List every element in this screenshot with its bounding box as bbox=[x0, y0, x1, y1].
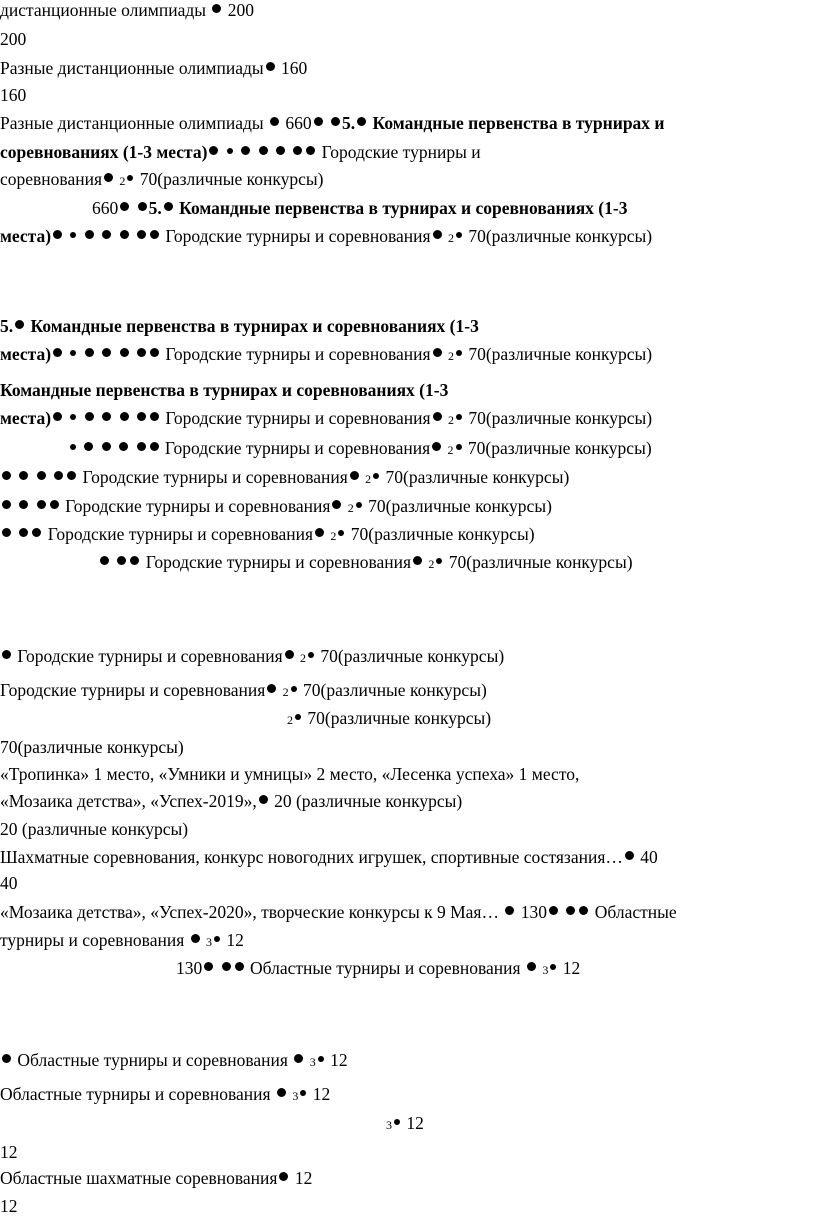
text-span: 12 bbox=[294, 1168, 313, 1188]
bullet-icon bbox=[138, 202, 147, 211]
bullet-icon bbox=[70, 414, 76, 420]
bullet-icon bbox=[137, 442, 146, 451]
text-span: 2 bbox=[282, 685, 289, 699]
bullet-icon bbox=[120, 412, 129, 421]
text-span: Областные шахматные соревнования bbox=[0, 1168, 278, 1188]
text-span: 70(различные конкурсы) bbox=[303, 680, 487, 700]
text-span: 160 bbox=[281, 58, 308, 78]
text-span: Городские турниры и соревнования bbox=[164, 438, 431, 458]
bullet-icon bbox=[433, 348, 442, 357]
bullet-icon bbox=[294, 1054, 303, 1063]
text-span: 12 bbox=[562, 958, 581, 978]
text-span: 130 bbox=[176, 958, 203, 978]
bullet-icon bbox=[117, 556, 126, 565]
bullet-icon bbox=[2, 500, 11, 509]
text-span: 40 bbox=[0, 873, 18, 893]
bullet-icon bbox=[549, 906, 558, 915]
text-line bbox=[68, 438, 652, 459]
text-line bbox=[0, 169, 324, 190]
text-span: 12 bbox=[312, 1084, 331, 1104]
bullet-icon bbox=[270, 117, 279, 126]
bullet-icon bbox=[100, 556, 109, 565]
text-span: 660 bbox=[92, 198, 119, 218]
text-line bbox=[287, 708, 491, 729]
bullet-icon bbox=[2, 528, 11, 537]
text-line bbox=[0, 737, 184, 758]
text-line bbox=[0, 791, 462, 812]
bullet-icon bbox=[373, 473, 379, 479]
bullet-icon bbox=[433, 230, 442, 239]
bullet-icon bbox=[85, 412, 94, 421]
text-span: Шахматные соревнования, конкурс новогодних игрушек, спортивные состязания… bbox=[0, 847, 623, 867]
bullet-icon bbox=[527, 962, 536, 971]
text-span: 2 bbox=[447, 231, 454, 245]
text-span: 20 (различные конкурсы) bbox=[0, 819, 189, 839]
text-span: 12 bbox=[330, 1050, 348, 1070]
bullet-icon bbox=[102, 442, 111, 451]
text-line bbox=[0, 467, 569, 488]
bullet-icon bbox=[120, 202, 129, 211]
bullet-icon bbox=[53, 348, 62, 357]
text-span: 2 bbox=[447, 413, 454, 427]
bullet-icon bbox=[436, 558, 442, 564]
text-span: 2 bbox=[447, 443, 454, 457]
bullet-icon bbox=[277, 1088, 286, 1097]
text-span: 70(различные конкурсы) bbox=[468, 344, 653, 364]
text-line bbox=[0, 902, 677, 923]
text-span: «Мозаика детства», «Успех-2019», bbox=[0, 791, 257, 811]
text-span: «Тропинка» 1 место, «Умники и умницы» 2 место, «Лесенка успеха» 1 место, bbox=[0, 764, 580, 784]
text-line bbox=[0, 764, 579, 785]
text-line bbox=[386, 1113, 424, 1134]
bullet-icon bbox=[37, 500, 46, 509]
bullet-icon bbox=[456, 232, 462, 238]
text-line bbox=[0, 226, 652, 247]
bullet-icon bbox=[266, 62, 275, 71]
bullet-icon bbox=[119, 442, 128, 451]
bullet-icon bbox=[54, 471, 63, 480]
text-line bbox=[0, 113, 665, 134]
text-span: Городские турниры и соревнования bbox=[82, 467, 348, 487]
text-span: места) bbox=[0, 344, 52, 364]
bullet-icon bbox=[259, 795, 268, 804]
text-span: 70(различные конкурсы) bbox=[448, 552, 633, 572]
text-span: 70(различные конкурсы) bbox=[385, 467, 570, 487]
bullet-icon bbox=[285, 650, 294, 659]
text-span: Городские турниры и соревнования bbox=[65, 496, 331, 516]
text-span: 70(различные конкурсы) bbox=[368, 496, 552, 516]
bullet-icon bbox=[2, 650, 11, 659]
bullet-icon bbox=[295, 714, 301, 720]
bullet-icon bbox=[293, 146, 302, 155]
text-span: Разные дистанционные олимпиады bbox=[0, 113, 264, 133]
bullet-icon bbox=[566, 906, 575, 915]
bullet-icon bbox=[212, 4, 221, 13]
text-line bbox=[0, 316, 479, 337]
bullet-icon bbox=[85, 348, 94, 357]
text-line bbox=[0, 142, 481, 163]
text-span: 70(различные конкурсы) bbox=[350, 524, 535, 544]
text-span: 160 bbox=[0, 85, 27, 105]
text-line bbox=[0, 1084, 330, 1105]
text-span: 20 (различные конкурсы) bbox=[274, 791, 463, 811]
text-line bbox=[0, 930, 244, 951]
bullet-icon bbox=[259, 146, 268, 155]
text-line bbox=[0, 408, 652, 429]
bullet-icon bbox=[456, 444, 462, 450]
bullet-icon bbox=[279, 1172, 288, 1181]
text-span: дистанционные олимпиады bbox=[0, 0, 206, 20]
text-span: Командные первенства в турнирах и соревнованиях (1-3 bbox=[30, 316, 479, 336]
text-span: Разные дистанционные олимпиады bbox=[0, 58, 264, 78]
text-span: 200 bbox=[0, 29, 27, 49]
text-span: Областные турниры и соревнования bbox=[17, 1050, 288, 1070]
text-span: 2 bbox=[119, 174, 126, 188]
text-span: 5. bbox=[148, 198, 162, 218]
text-line bbox=[0, 847, 658, 868]
text-span: 12 bbox=[0, 1196, 18, 1216]
text-span: 12 bbox=[226, 930, 244, 950]
text-span: Командные первенства в турнирах и соревнованиях (1-3 bbox=[0, 380, 449, 400]
bullet-icon bbox=[456, 414, 462, 420]
text-span: Городские турниры и соревнования bbox=[17, 646, 283, 666]
text-span: 130 bbox=[520, 902, 547, 922]
text-span: 40 bbox=[640, 847, 658, 867]
text-line bbox=[0, 344, 652, 365]
bullet-icon bbox=[350, 471, 359, 480]
bullet-icon bbox=[53, 230, 62, 239]
text-span: 70(различные конкурсы) bbox=[0, 737, 184, 757]
text-span: 5. bbox=[0, 316, 14, 336]
text-span: 2 bbox=[300, 651, 307, 665]
text-line bbox=[0, 58, 307, 79]
bullet-icon bbox=[120, 348, 129, 357]
bullet-icon bbox=[130, 556, 139, 565]
bullet-icon bbox=[15, 320, 24, 329]
text-span: Городские турниры и соревнования bbox=[165, 408, 431, 428]
text-span: 5. bbox=[342, 113, 356, 133]
bullet-icon bbox=[102, 412, 111, 421]
bullet-icon bbox=[137, 230, 146, 239]
text-span: 3 bbox=[542, 963, 549, 977]
bullet-icon bbox=[315, 528, 324, 537]
text-span: Городские турниры и соревнования bbox=[165, 344, 431, 364]
bullet-icon bbox=[150, 230, 159, 239]
text-span: 3 bbox=[386, 1118, 392, 1132]
text-span: турниры и соревнования bbox=[0, 930, 185, 950]
text-span: Областные турниры и соревнования bbox=[250, 958, 521, 978]
text-span: Городские турниры и соревнования bbox=[165, 226, 431, 246]
bullet-icon bbox=[550, 964, 556, 970]
text-span: Командные первенства в турнирах и bbox=[372, 113, 665, 133]
bullet-icon bbox=[70, 444, 76, 450]
text-span: места) bbox=[0, 226, 52, 246]
bullet-icon bbox=[150, 442, 159, 451]
bullet-icon bbox=[505, 906, 514, 915]
text-span: Городские турниры и соревнования bbox=[145, 552, 412, 572]
bullet-icon bbox=[432, 442, 441, 451]
bullet-icon bbox=[70, 350, 76, 356]
text-span: «Мозаика детства», «Успех-2020», творческие конкурсы к 9 Мая… bbox=[0, 902, 499, 922]
bullet-icon bbox=[394, 1119, 400, 1125]
text-line bbox=[0, 1168, 312, 1189]
bullet-icon bbox=[456, 350, 462, 356]
bullet-icon bbox=[331, 117, 340, 126]
text-span: 70(различные конкурсы) bbox=[468, 408, 653, 428]
bullet-icon bbox=[67, 471, 76, 480]
text-span: Городские турниры и соревнования bbox=[0, 680, 266, 700]
bullet-icon bbox=[2, 1054, 11, 1063]
text-line bbox=[176, 958, 580, 979]
bullet-icon bbox=[235, 962, 244, 971]
bullet-icon bbox=[413, 556, 422, 565]
bullet-icon bbox=[85, 230, 94, 239]
bullet-icon bbox=[318, 1056, 324, 1062]
text-span: соревнованиях (1-3 места) bbox=[0, 142, 208, 162]
text-line bbox=[0, 85, 26, 106]
bullet-icon bbox=[579, 906, 588, 915]
bullet-icon bbox=[291, 686, 297, 692]
text-span: 2 bbox=[365, 472, 372, 486]
bullet-icon bbox=[70, 232, 76, 238]
text-line bbox=[0, 29, 26, 50]
text-span: 2 bbox=[447, 349, 454, 363]
bullet-icon bbox=[625, 851, 634, 860]
text-span: 70(различные конкурсы) bbox=[467, 438, 652, 458]
text-line bbox=[0, 873, 18, 894]
bullet-icon bbox=[209, 146, 218, 155]
bullet-icon bbox=[137, 348, 146, 357]
bullet-icon bbox=[204, 962, 213, 971]
bullet-icon bbox=[332, 500, 341, 509]
text-span: Командные первенства в турнирах и соревнованиях (1-3 bbox=[179, 198, 628, 218]
bullet-icon bbox=[150, 348, 159, 357]
bullet-icon bbox=[150, 412, 159, 421]
text-line bbox=[0, 1050, 348, 1071]
text-line bbox=[0, 1196, 18, 1217]
text-line bbox=[0, 496, 552, 517]
bullet-icon bbox=[300, 1090, 306, 1096]
text-line bbox=[0, 380, 448, 401]
bullet-icon bbox=[357, 117, 366, 126]
bullet-icon bbox=[308, 652, 314, 658]
text-span: Городские турниры и bbox=[321, 142, 481, 162]
text-span: 3 bbox=[292, 1089, 299, 1103]
text-span: 2 bbox=[330, 529, 337, 543]
text-span: 70(различные конкурсы) bbox=[307, 708, 492, 728]
bullet-icon bbox=[120, 230, 129, 239]
bullet-icon bbox=[127, 175, 133, 181]
bullet-icon bbox=[214, 936, 220, 942]
bullet-icon bbox=[19, 528, 28, 537]
bullet-icon bbox=[314, 117, 323, 126]
text-span: 2 bbox=[428, 557, 435, 571]
text-span: 70(различные конкурсы) bbox=[139, 169, 324, 189]
bullet-icon bbox=[102, 230, 111, 239]
bullet-icon bbox=[37, 471, 46, 480]
bullet-icon bbox=[137, 412, 146, 421]
bullet-icon bbox=[19, 471, 28, 480]
bullet-icon bbox=[222, 962, 231, 971]
bullet-icon bbox=[50, 500, 59, 509]
text-span: Городские турниры и соревнования bbox=[47, 524, 314, 544]
bullet-icon bbox=[104, 173, 113, 182]
bullet-icon bbox=[2, 471, 11, 480]
text-line bbox=[0, 1142, 18, 1163]
bullet-icon bbox=[433, 412, 442, 421]
text-span: 3 bbox=[206, 935, 213, 949]
bullet-icon bbox=[338, 530, 344, 536]
text-span: 2 bbox=[347, 501, 354, 515]
text-span: соревнования bbox=[0, 169, 102, 189]
text-span: 200 bbox=[227, 0, 254, 20]
bullet-icon bbox=[164, 202, 173, 211]
text-line bbox=[0, 819, 188, 840]
text-line bbox=[0, 524, 535, 545]
bullet-icon bbox=[32, 528, 41, 537]
bullet-icon bbox=[356, 502, 362, 508]
text-line bbox=[0, 680, 487, 701]
bullet-icon bbox=[102, 348, 111, 357]
text-line bbox=[98, 552, 633, 573]
bullet-icon bbox=[306, 146, 315, 155]
bullet-icon bbox=[267, 684, 276, 693]
text-line bbox=[92, 198, 627, 219]
text-span: 660 bbox=[285, 113, 312, 133]
bullet-icon bbox=[19, 500, 28, 509]
text-span: 70(различные конкурсы) bbox=[320, 646, 505, 666]
bullet-icon bbox=[227, 148, 233, 154]
bullet-icon bbox=[84, 442, 93, 451]
text-span: 12 bbox=[0, 1142, 18, 1162]
text-span: Областные турниры и соревнования bbox=[0, 1084, 271, 1104]
text-span: 3 bbox=[309, 1055, 316, 1069]
text-span: 12 bbox=[406, 1113, 424, 1133]
bullet-icon bbox=[191, 934, 200, 943]
bullet-icon bbox=[276, 146, 285, 155]
text-span: 70(различные конкурсы) bbox=[468, 226, 653, 246]
text-span: 2 bbox=[287, 713, 293, 727]
bullet-icon bbox=[241, 146, 250, 155]
text-line bbox=[0, 0, 254, 21]
text-span: места) bbox=[0, 408, 52, 428]
bullet-icon bbox=[53, 412, 62, 421]
text-line bbox=[0, 646, 504, 667]
text-span: Областные bbox=[594, 902, 677, 922]
